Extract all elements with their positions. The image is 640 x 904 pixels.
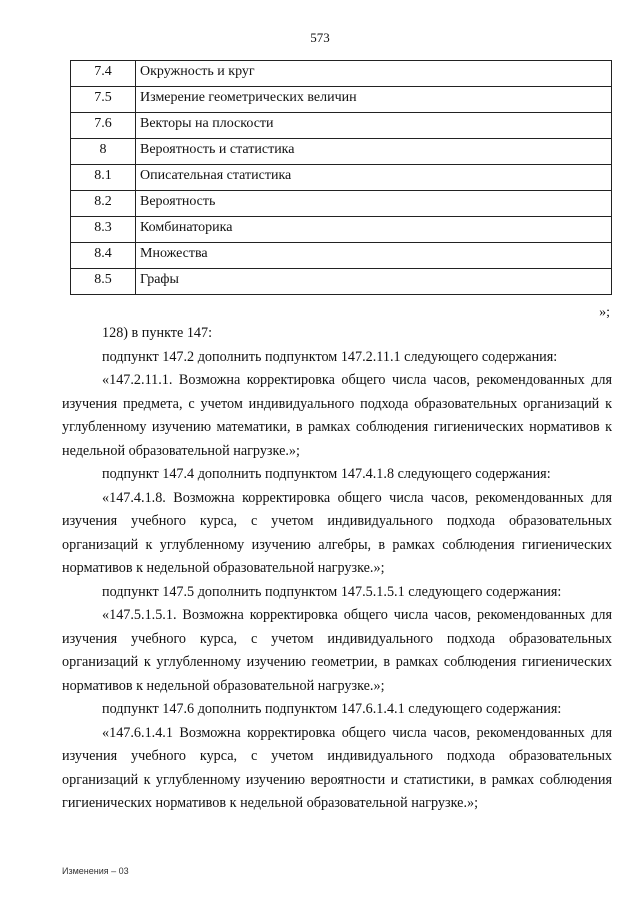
paragraph-quote: «147.6.1.4.1 Возможна корректировка общего числа часов, рекомендованных для изучения учебного курса, с учетом индивидуального подхода образовательных организаций к углубленному изучению вероятности и статистики, в рамках соблюдения гигиенических нормативов к недельной образовательной нагрузке.»; [62,724,612,811]
paragraph-subitem: подпункт 147.2 дополнить подпунктом 147.2.11.1 следующего содержания: [102,348,558,365]
row-title: Вероятность [136,191,612,217]
row-title: Окружность и круг [136,61,612,87]
paragraph-subitem: подпункт 147.4 дополнить подпунктом 147.4.1.8 следующего содержания: [102,466,551,482]
paragraph-quote: «147.2.11.1. Возможна корректировка общего числа часов, рекомендованных для изучения предмета, с учетом индивидуального подхода образовательных организаций к углубленному изучению математики, в рамках соблюдения гигиенических нормативов к недельной образовательной нагрузке.»; [62,372,612,459]
row-number: 8 [71,139,136,165]
paragraph-item-header: 128) в пункте 147: [102,325,213,341]
row-title: Графы [136,269,612,295]
row-number: 7.4 [71,61,136,87]
row-number: 8.4 [71,243,136,269]
table-row [71,191,612,217]
row-number: 8.3 [71,217,136,243]
row-title: Измерение геометрических величин [136,87,612,113]
table-row [71,113,612,139]
row-title: Комбинаторика [136,217,612,243]
row-title: Вероятность и статистика [136,139,612,165]
row-number: 8.1 [71,165,136,191]
row-number: 7.5 [71,87,136,113]
row-title: Векторы на плоскости [136,113,612,139]
table-row [71,87,612,113]
row-number: 8.5 [71,269,136,295]
paragraph-quote: «147.5.1.5.1. Возможна корректировка общего числа часов, рекомендованных для изучения учебного курса, с учетом индивидуального подхода образовательных организаций к углубленному изучению геометрии, в рамках соблюдения гигиенических нормативов к недельной образовательной нагрузке.»; [62,607,612,694]
table-row [71,61,612,87]
table-row [71,269,612,295]
page-number: 573 [310,30,330,45]
paragraph-quote: «147.4.1.8. Возможна корректировка общего числа часов, рекомендованных для изучения учебного курса, с учетом индивидуального подхода образовательных организаций к углубленному изучению алгебры, в рамках соблюдения гигиенических нормативов к недельной образовательной нагрузке.»; [62,489,612,576]
row-title: Описательная статистика [136,165,612,191]
table-row [71,139,612,165]
table-row [71,243,612,269]
topics-table [70,60,612,295]
table-row [71,165,612,191]
paragraph-subitem: подпункт 147.6 дополнить подпунктом 147.6.1.4.1 следующего содержания: [102,701,562,717]
row-number: 7.6 [71,113,136,139]
paragraph-subitem: подпункт 147.5 дополнить подпунктом 147.5.1.5.1 следующего содержания: [102,583,562,600]
document-body [62,322,612,816]
footer-revision: Изменения – 03 [62,866,129,876]
row-title: Множества [136,243,612,269]
row-number: 8.2 [71,191,136,217]
table-closing-quote: »; [599,305,610,320]
table-row [71,217,612,243]
